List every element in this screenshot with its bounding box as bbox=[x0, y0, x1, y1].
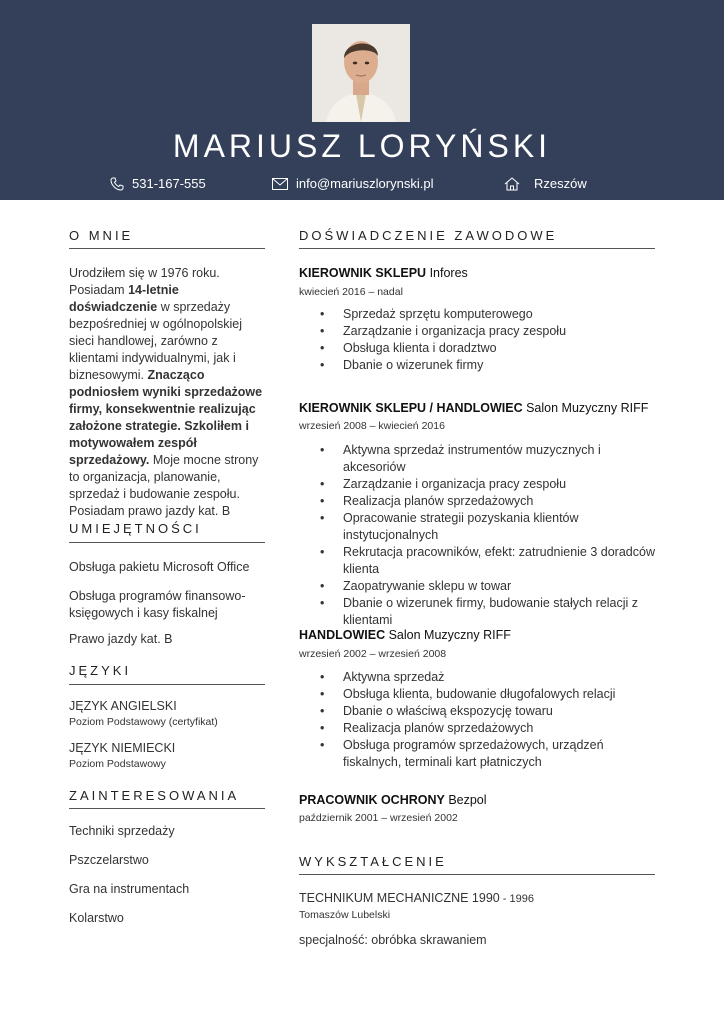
duty-item: • Zarządzanie i organizacja pracy zespołu bbox=[299, 476, 659, 493]
job-role: KIEROWNIK SKLEPU bbox=[299, 266, 427, 280]
interest-item: Pszczelarstwo bbox=[69, 853, 149, 867]
duty-item: • Realizacja planów sprzedażowych bbox=[299, 493, 659, 510]
contact-city bbox=[504, 176, 587, 191]
about-divider bbox=[69, 248, 265, 249]
about-text-2: w sprzedaży bezpośredniej w ogólnopolskiej sieci handlowej, zarówno z klientami indywidualnymi, jak i biznesowymi. bbox=[69, 300, 243, 382]
job-role: PRACOWNIK OCHRONY bbox=[299, 793, 445, 807]
duty-item: • Aktywna sprzedaż bbox=[299, 669, 659, 686]
language-name: JĘZYK NIEMIECKI bbox=[69, 741, 176, 755]
job-company: Salon Muzyczny RIFF bbox=[522, 401, 649, 415]
skill-item: Prawo jazdy kat. B bbox=[69, 632, 173, 646]
school-name bbox=[299, 890, 534, 908]
interest-item: Techniki sprzedaży bbox=[69, 824, 175, 838]
about-text-bold-1: 14-letnie doświadczenie bbox=[69, 283, 179, 314]
about-text-1: Urodziłem się w 1976 roku. Posiadam bbox=[69, 266, 220, 297]
duty-item: • Realizacja planów sprzedażowych bbox=[299, 720, 659, 737]
interest-item: Gra na instrumentach bbox=[69, 882, 190, 896]
education-title: WYKSZTAŁCENIE bbox=[299, 854, 447, 869]
languages-title: JĘZYKI bbox=[69, 663, 132, 678]
language-level: Poziom Podstawowy bbox=[69, 758, 166, 770]
language-level: Poziom Podstawowy (certyfikat) bbox=[69, 716, 218, 728]
interests-divider bbox=[69, 808, 265, 809]
phone-icon bbox=[110, 177, 124, 191]
job-duties bbox=[299, 669, 659, 771]
header-banner bbox=[0, 0, 724, 200]
job-title bbox=[299, 792, 487, 809]
education-divider bbox=[299, 874, 655, 875]
person-name: MARIUSZ LORYŃSKI bbox=[172, 128, 552, 164]
skills-title: UMIEJĘTNOŚCI bbox=[69, 521, 202, 536]
about-text-bold-2: Znacząco podniosłem wyniki sprzedażowe firmy, konsekwentnie realizując założone strategie. Szkoliłem i motywowałem zespół sprzedażowy. bbox=[69, 368, 263, 467]
duty-item: • Zarządzanie i organizacja pracy zespołu bbox=[299, 323, 659, 340]
profile-photo bbox=[312, 24, 410, 122]
experience-divider bbox=[299, 248, 655, 249]
interests-title: ZAINTERESOWANIA bbox=[69, 788, 240, 803]
school-years: - 1996 bbox=[499, 893, 534, 905]
job-title bbox=[299, 400, 648, 417]
school-title: TECHNIKUM MECHANICZNE 1990 bbox=[299, 891, 500, 905]
languages-divider bbox=[69, 684, 265, 685]
job-dates: wrzesień 2002 – wrzesień 2008 bbox=[299, 648, 447, 660]
skill-item: Obsługa pakietu Microsoft Office bbox=[69, 560, 250, 574]
job-role: HANDLOWIEC bbox=[299, 628, 386, 642]
job-company: Infores bbox=[426, 266, 468, 280]
job-duties bbox=[299, 306, 659, 374]
job-dates: kwiecień 2016 – nadal bbox=[299, 286, 403, 298]
interest-item: Kolarstwo bbox=[69, 911, 124, 925]
skill-item: Obsługa programów finansowo-księgowych i kasy fiskalnej bbox=[69, 589, 246, 620]
about-title: O MNIE bbox=[69, 228, 134, 243]
duty-item: • Dbanie o wizerunek firmy bbox=[299, 357, 659, 374]
duty-item: • Rekrutacja pracowników, efekt: zatrudnienie 3 doradców klienta bbox=[299, 544, 659, 578]
job-dates: październik 2001 – wrzesień 2002 bbox=[299, 812, 458, 824]
duty-item: • Opracowanie strategii pozyskania klientów instytucjonalnych bbox=[299, 510, 659, 544]
envelope-icon bbox=[272, 178, 288, 190]
experience-title: DOŚWIADCZENIE ZAWODOWE bbox=[299, 228, 558, 243]
duty-item: • Sprzedaż sprzętu komputerowego bbox=[299, 306, 659, 323]
school-city: Tomaszów Lubelski bbox=[299, 909, 391, 921]
job-company: Salon Muzyczny RIFF bbox=[385, 628, 511, 642]
skills-divider bbox=[69, 542, 265, 543]
language-name: JĘZYK ANGIELSKI bbox=[69, 699, 177, 713]
duty-item: • Aktywna sprzedaż instrumentów muzycznych i akcesoriów bbox=[299, 442, 659, 476]
contact-phone bbox=[110, 176, 206, 191]
about-text bbox=[69, 265, 269, 520]
duty-item: • Dbanie o wizerunek firmy, budowanie stałych relacji z klientami bbox=[299, 595, 659, 629]
city-name: Rzeszów bbox=[534, 176, 587, 191]
duty-item: • Obsługa programów sprzedażowych, urządzeń fiskalnych, terminali kart płatniczych bbox=[299, 737, 659, 771]
phone-number: 531-167-555 bbox=[132, 176, 206, 191]
school-specialty: specjalność: obróbka skrawaniem bbox=[299, 933, 487, 947]
duty-item: • Dbanie o właściwą ekspozycję towaru bbox=[299, 703, 659, 720]
contact-email bbox=[272, 176, 433, 191]
job-company: Bezpol bbox=[444, 793, 487, 807]
job-title bbox=[299, 627, 511, 644]
about-text-3: Moje mocne strony to organizacja, planowanie, sprzedaż i budowanie zespołu. Posiadam prawo jazdy kat. B bbox=[69, 453, 259, 518]
job-title bbox=[299, 265, 468, 282]
duty-item: • Obsługa klienta i doradztwo bbox=[299, 340, 659, 357]
job-dates: wrzesień 2008 – kwiecień 2016 bbox=[299, 420, 445, 432]
duty-item: • Obsługa klienta, budowanie długofalowych relacji bbox=[299, 686, 659, 703]
duty-item: • Zaopatrywanie sklepu w towar bbox=[299, 578, 659, 595]
home-icon bbox=[504, 177, 520, 191]
portrait-image bbox=[312, 24, 410, 122]
job-role: KIEROWNIK SKLEPU / HANDLOWIEC bbox=[299, 401, 523, 415]
job-duties bbox=[299, 442, 659, 629]
email-address: info@mariuszlorynski.pl bbox=[296, 176, 434, 191]
